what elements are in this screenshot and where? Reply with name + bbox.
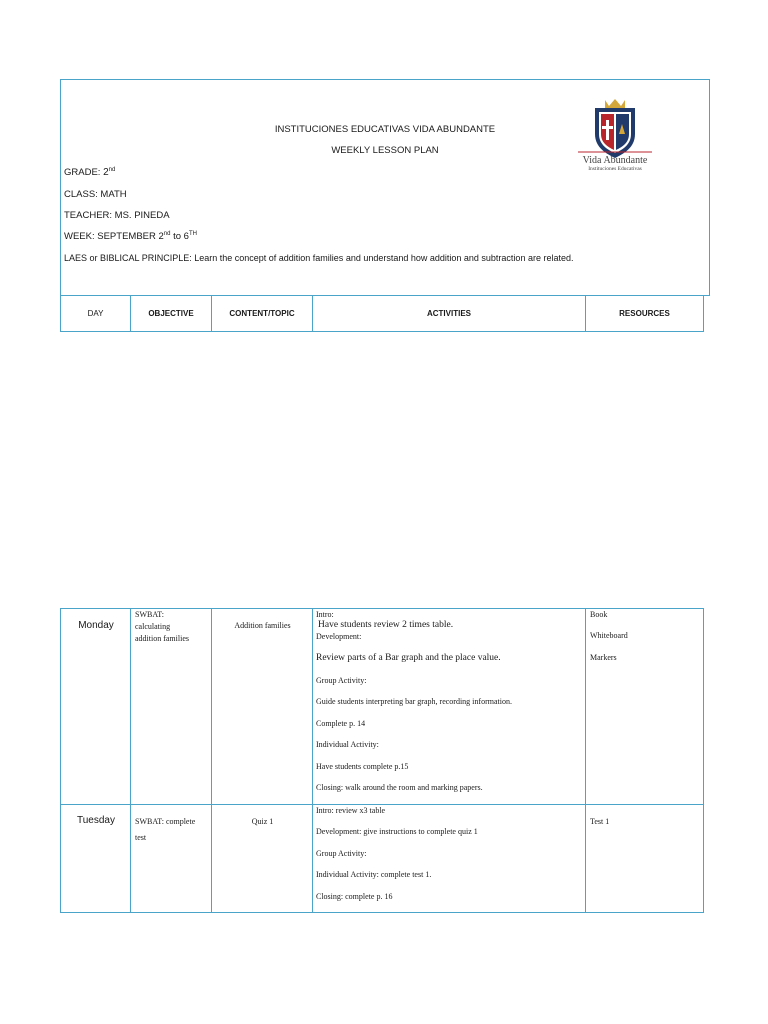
- col-content-topic: CONTENT/TOPIC: [212, 296, 313, 331]
- grade-line: [64, 167, 115, 178]
- activity-line: Individual Activity: complete test 1.: [316, 870, 432, 879]
- resource-item: Test 1: [590, 817, 610, 826]
- activities-cell: [313, 609, 586, 804]
- day-cell: [61, 609, 131, 804]
- col-resources: RESOURCES: [619, 309, 670, 318]
- grade-value: 2: [103, 167, 109, 179]
- day-label: Tuesday: [77, 815, 115, 826]
- day-cell: [61, 805, 131, 913]
- objective-line: addition families: [135, 634, 189, 643]
- topic-label: Addition families: [234, 621, 291, 630]
- activity-line: Group Activity:: [316, 676, 367, 685]
- objective-cell: [131, 805, 212, 913]
- class-line: CLASS: MATH: [64, 189, 127, 200]
- activity-line: Group Activity:: [316, 849, 367, 858]
- topic-cell: [212, 805, 313, 913]
- activity-line: Complete p. 14: [316, 719, 366, 728]
- activity-line: Development:: [316, 632, 362, 641]
- col-day: DAY: [61, 296, 131, 331]
- week-line: [64, 231, 197, 242]
- document-title: WEEKLY LESSON PLAN: [331, 145, 439, 156]
- column-header-row: [60, 295, 704, 332]
- objective-line: SWBAT:: [135, 610, 164, 619]
- resources-cell: [586, 805, 703, 913]
- activity-line: Closing: complete p. 16: [316, 892, 393, 901]
- col-activities: ACTIVITIES: [313, 296, 586, 331]
- col-objective: OBJECTIVE: [131, 296, 212, 331]
- week-mid: to 6: [170, 231, 189, 243]
- principle-line: LAES or BIBLICAL PRINCIPLE: Learn the concept of addition families and understand how addition and subtraction are related.: [64, 253, 574, 263]
- day-label: Monday: [78, 620, 114, 631]
- topic-label: Quiz 1: [251, 817, 274, 826]
- objective-line: SWBAT: complete: [135, 817, 196, 826]
- activity-line: Intro:: [316, 610, 334, 619]
- grade-sup: nd: [108, 167, 116, 173]
- week-sup-2: TH: [188, 231, 197, 237]
- week-sup-1: nd: [163, 231, 171, 237]
- activity-line: Individual Activity:: [316, 740, 379, 749]
- resources-cell: [586, 609, 703, 804]
- objective-cell: [131, 609, 212, 804]
- table-row: [61, 805, 703, 913]
- activity-line: Guide students interpreting bar graph, recording information.: [316, 697, 512, 706]
- logo-text: [575, 156, 655, 173]
- topic-cell: [212, 609, 313, 804]
- resource-item: Markers: [590, 653, 617, 662]
- activity-line: Review parts of a Bar graph and the place value.: [316, 653, 501, 663]
- resource-item: Book: [590, 610, 608, 619]
- objective-line: test: [135, 833, 147, 842]
- activities-cell: [313, 805, 586, 913]
- week-label: WEEK: SEPTEMBER 2: [64, 231, 164, 243]
- activity-line: Have students review 2 times table.: [318, 620, 454, 630]
- activity-line: Have students complete p.15: [316, 762, 409, 771]
- logo-subtitle: Instituciones Educativas: [588, 166, 642, 172]
- activity-line: Closing: walk around the room and marking papers.: [316, 783, 483, 792]
- activity-line: Intro: review x3 table: [316, 806, 386, 815]
- institution-name: INSTITUCIONES EDUCATIVAS VIDA ABUNDANTE: [274, 124, 496, 135]
- teacher-line: TEACHER: MS. PINEDA: [64, 210, 170, 221]
- logo-name: Vida Abundante: [582, 155, 648, 166]
- activity-line: Development: give instructions to complete quiz 1: [316, 827, 478, 836]
- table-row: [61, 609, 703, 805]
- resource-item: Whiteboard: [590, 631, 628, 640]
- lesson-plan-table: [60, 608, 704, 913]
- objective-line: calculating: [135, 622, 171, 631]
- grade-label: GRADE:: [64, 167, 104, 179]
